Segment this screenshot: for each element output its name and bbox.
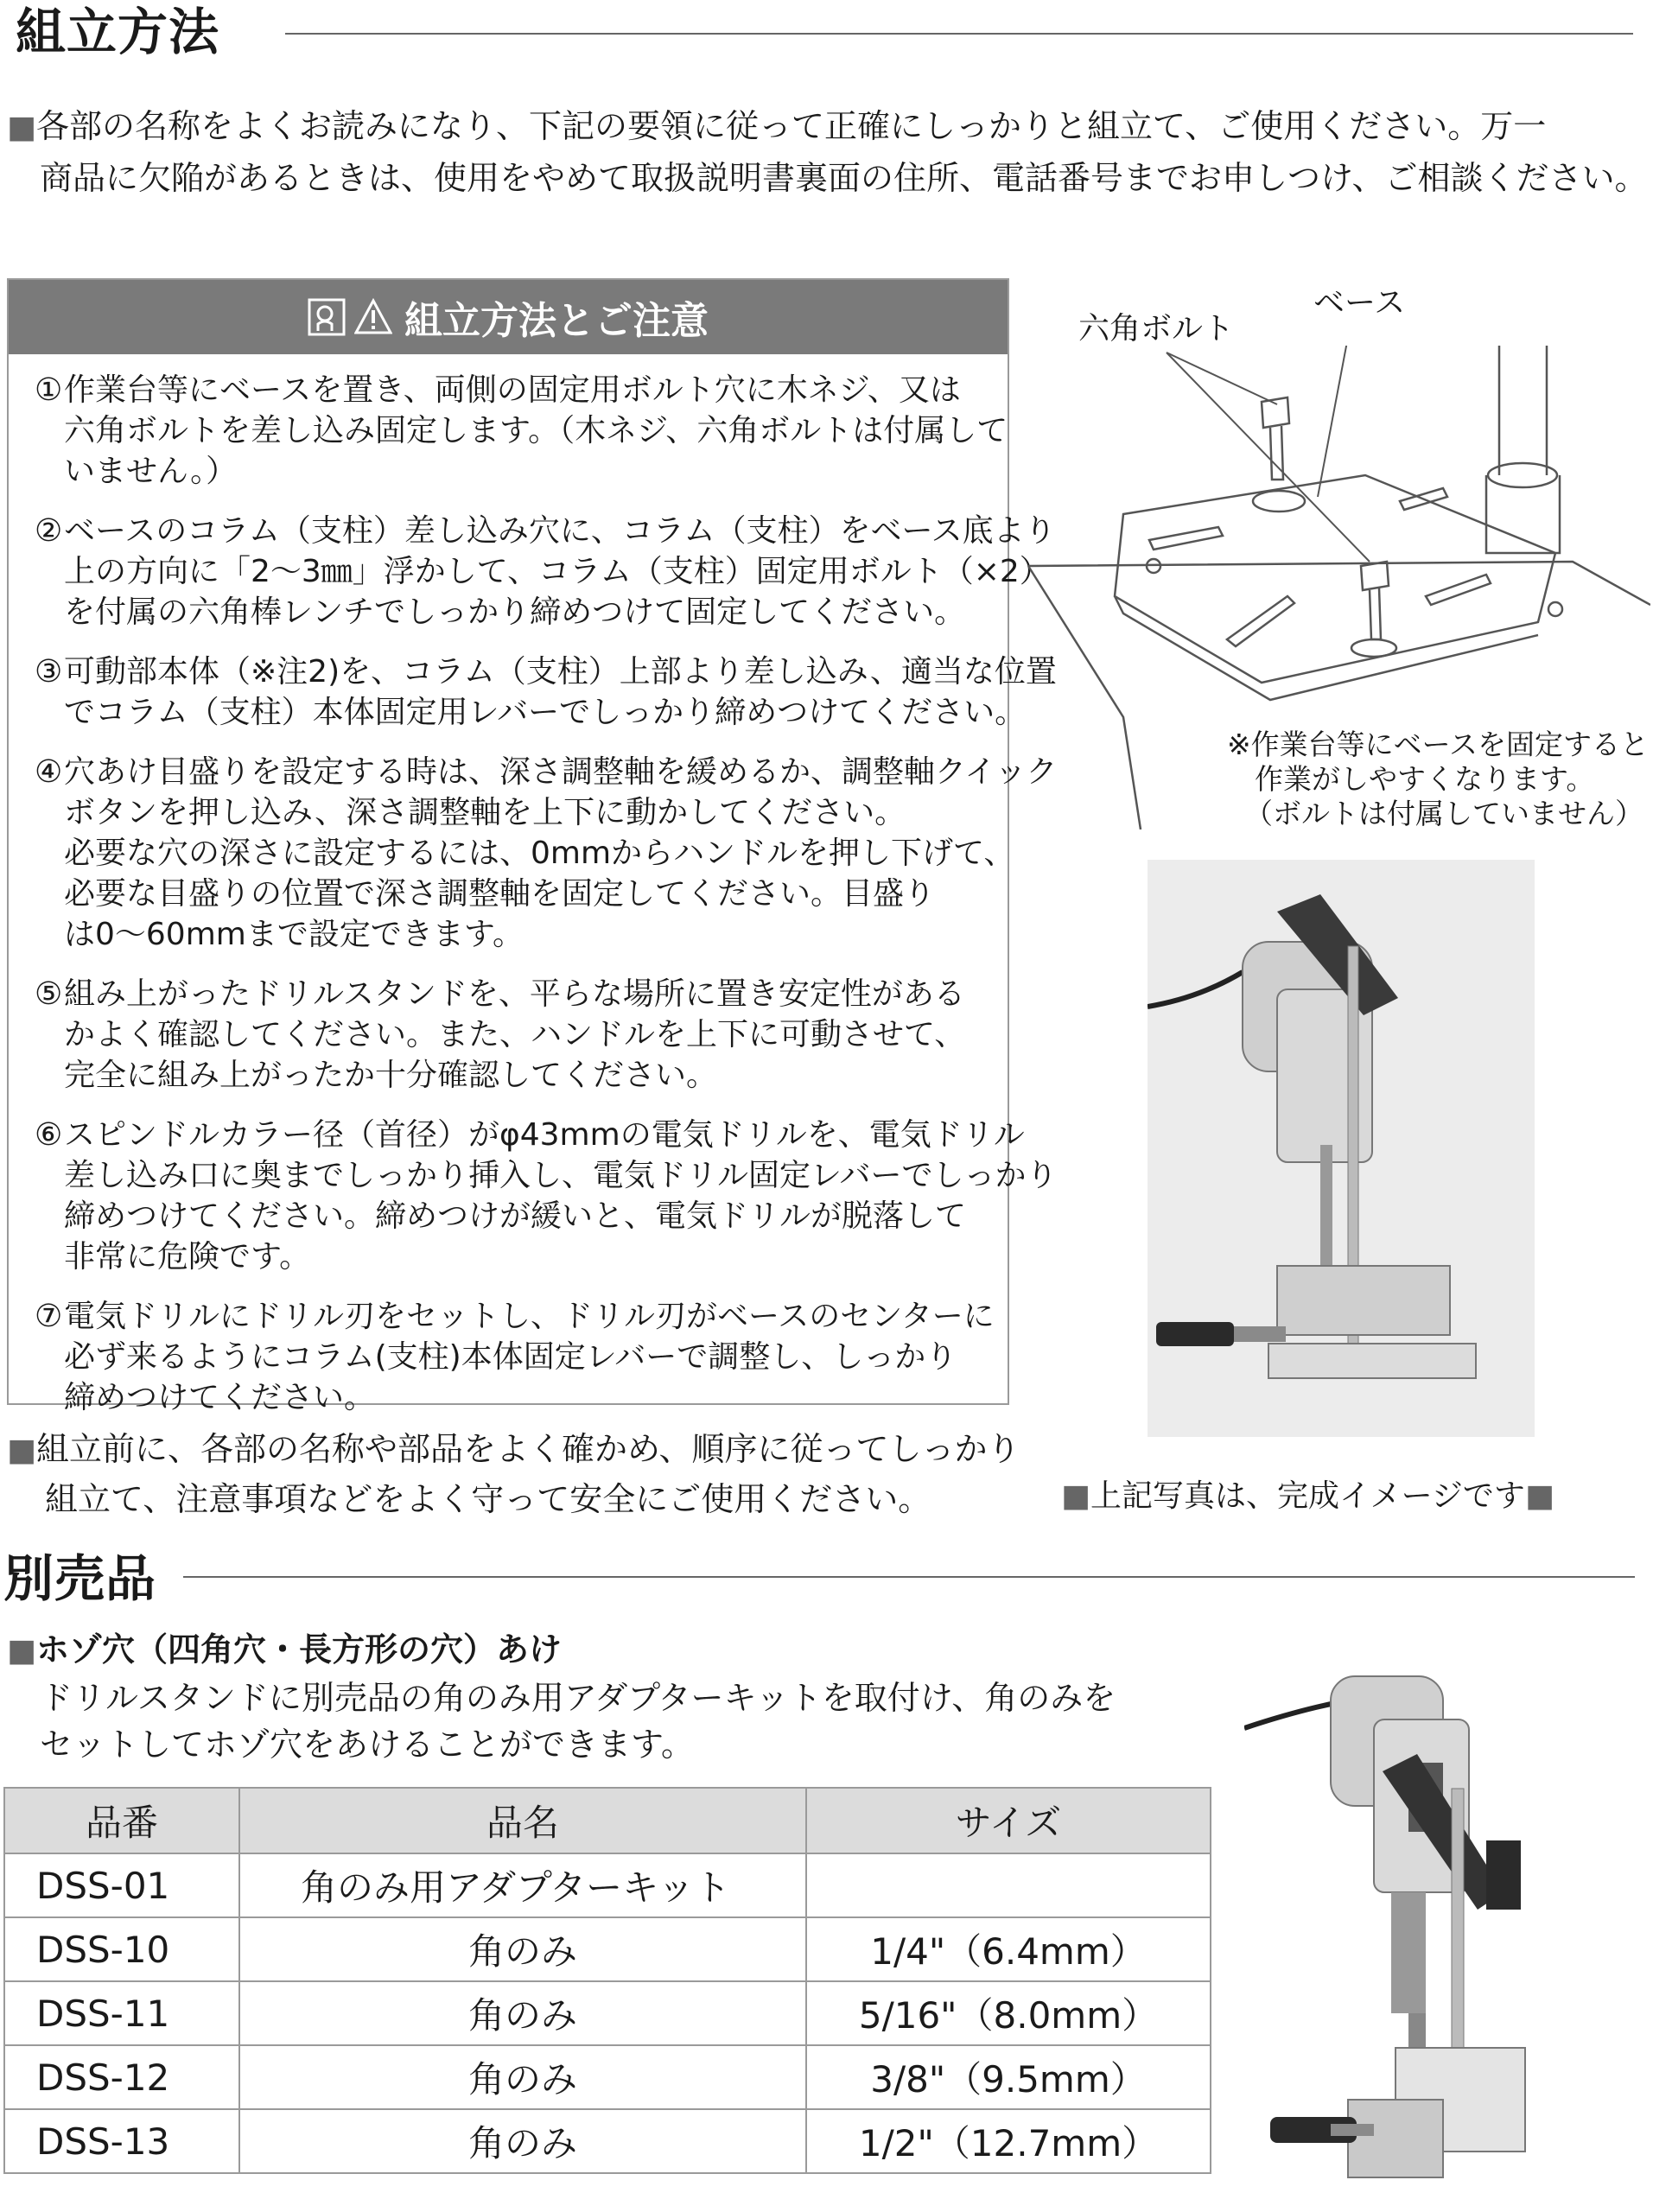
- diagram-note-3: （ボルトは付属していません）: [1244, 797, 1643, 830]
- table-row: [4, 1917, 1211, 1981]
- step-item: [35, 752, 1058, 955]
- step-line: 締めつけてください。: [64, 1380, 376, 1415]
- section-title-options: 別売品: [3, 1549, 157, 1608]
- mortise-drill-illustration: [1244, 1668, 1650, 2203]
- intro-line-1: 各部の名称をよくお読みになり、下記の要領に従って正確にしっかりと組立て、ご使用ください。万一: [36, 107, 1547, 145]
- step-item: [35, 652, 1057, 733]
- step-line: かよく確認してください。また、ハンドルを上下に可動させて、: [64, 1017, 966, 1052]
- bullet-square-icon: ■: [7, 1433, 37, 1468]
- cell-name: 角のみ用アダプターキット: [239, 1853, 806, 1917]
- bullet-square-icon: ■: [7, 1633, 37, 1669]
- step-line: スピンドルカラー径（首径）がφ43mmの電気ドリルを、電気ドリル: [64, 1117, 1025, 1153]
- step-line: 六角ボルトを差し込み固定します。（木ネジ、六角ボルトは付属して: [64, 413, 1008, 448]
- drill-stand-illustration: [1148, 860, 1535, 1437]
- step-line: ベースのコラム（支柱）差し込み穴に、コラム（支柱）をベース底より: [64, 513, 1056, 549]
- table-row: [4, 2109, 1211, 2173]
- intro-text: [7, 102, 1546, 152]
- photo-caption: [1061, 1479, 1554, 1514]
- cell-name: 角のみ: [239, 2109, 806, 2173]
- step-item: [35, 1115, 1058, 1277]
- table-row: [4, 1853, 1211, 1917]
- step-text: [64, 370, 1008, 492]
- step-line: でコラム（支柱）本体固定用レバーでしっかり締めつけてください。: [64, 695, 1027, 730]
- cell-code: DSS-11: [4, 1981, 239, 2045]
- cell-code: DSS-12: [4, 2045, 239, 2109]
- step-line: を付属の六角棒レンチでしっかり締めつけて固定してください。: [64, 594, 966, 630]
- options-table: [3, 1787, 1211, 2174]
- photo-caption-text: 上記写真は、完成イメージです: [1090, 1478, 1525, 1514]
- step-text: [64, 974, 965, 1096]
- step-number: ⑤: [35, 976, 63, 1012]
- step-number: ②: [35, 513, 63, 549]
- options-desc-1: ドリルスタンドに別売品の角のみ用アダプターキットを取付け、角のみを: [40, 1679, 1116, 1717]
- step-number: ⑥: [35, 1117, 63, 1153]
- step-line: は0～60mmまで設定できます。: [64, 917, 524, 952]
- table-header-row: [4, 1788, 1211, 1853]
- table-row: [4, 1981, 1211, 2045]
- step-item: [35, 511, 1056, 632]
- diagram-note-2: 作業がしやすくなります。: [1255, 762, 1595, 796]
- warning-triangle-icon: [354, 298, 392, 336]
- step-line: 組み上がったドリルスタンドを、平らな場所に置き安定性がある: [64, 976, 965, 1012]
- section-title-assembly: 組立方法: [16, 3, 220, 61]
- bullet-square-icon: ■: [7, 110, 37, 145]
- step-list: [9, 354, 1058, 1418]
- col-header-code: 品番: [4, 1788, 239, 1853]
- workbench-edge: [1028, 562, 1650, 605]
- caution-box: [7, 278, 1058, 1415]
- step-number: ③: [35, 654, 63, 690]
- cell-size: 3/8"（9.5mm）: [806, 2045, 1211, 2109]
- cell-size: 1/4"（6.4mm）: [806, 1917, 1211, 1981]
- assembly-note-line-1: 組立前に、各部の名称や部品をよく確かめ、順序に従ってしっかり: [36, 1430, 1020, 1468]
- label-base: ベース: [1313, 285, 1406, 321]
- cell-code: DSS-01: [4, 1853, 239, 1917]
- step-line: 上の方向に「2～3㎜」浮かして、コラム（支柱）固定用ボルト（×2）: [64, 554, 1051, 589]
- assembly-note-line-2: 組立て、注意事項などをよく守って安全にご使用ください。: [45, 1480, 931, 1518]
- col-header-name: 品名: [239, 1788, 806, 1853]
- read-manual-icon: [308, 298, 346, 336]
- cell-size: 5/16"（8.0mm）: [806, 1981, 1211, 2045]
- drill-stand-photo: [1148, 860, 1535, 1437]
- step-number: ⑦: [35, 1299, 63, 1334]
- col-header-size: サイズ: [806, 1788, 1211, 1853]
- step-line: 必ず来るようにコラム(支柱)本体固定レバーで調整し、しっかり: [64, 1339, 957, 1375]
- options-desc-2: セットしてホゾ穴をあけることができます。: [40, 1726, 694, 1764]
- step-line: 完全に組み上がったか十分確認してください。: [64, 1058, 718, 1093]
- cell-name: 角のみ: [239, 1917, 806, 1981]
- step-line: 必要な目盛りの位置で深さ調整軸を固定してください。目盛り: [64, 876, 936, 912]
- cell-name: 角のみ: [239, 2045, 806, 2109]
- cell-size: [806, 1853, 1211, 1917]
- cell-name: 角のみ: [239, 1981, 806, 2045]
- step-line: ボタンを押し込み、深さ調整軸を上下に動かしてください。: [64, 795, 906, 830]
- step-line: 締めつけてください。締めつけが緩いと、電気ドリルが脱落して: [64, 1198, 967, 1234]
- title-rule-2: [183, 1576, 1635, 1578]
- step-number: ④: [35, 754, 63, 790]
- workbench-front: [1028, 566, 1141, 830]
- assembly-note: [7, 1424, 1020, 1476]
- caution-icons: [308, 298, 392, 336]
- cell-code: DSS-10: [4, 1917, 239, 1981]
- options-subtitle: [7, 1623, 562, 1670]
- step-line: 作業台等にベースを置き、両側の固定用ボルト穴に木ネジ、又は: [64, 372, 961, 408]
- diagram-note-1: ※作業台等にベースを固定すると: [1227, 728, 1650, 761]
- options-subtitle-text: ホゾ穴（四角穴・長方形の穴）あけ: [36, 1630, 563, 1669]
- step-line: いません。）: [64, 454, 238, 489]
- step-item: [35, 974, 1008, 1096]
- table-row: [4, 2045, 1211, 2109]
- step-line: 穴あけ目盛りを設定する時は、深さ調整軸を緩めるか、調整軸クイック: [64, 754, 1058, 790]
- caution-box-title: 組立方法とご注意: [404, 299, 709, 343]
- intro-line-2: 商品に欠陥があるときは、使用をやめて取扱説明書裏面の住所、電話番号までお申しつけ、ご相談ください。: [40, 159, 1648, 197]
- step-text: [64, 652, 1057, 733]
- step-line: 必要な穴の深さに設定するには、0mmからハンドルを押し下げて、: [64, 836, 1015, 871]
- step-text: [64, 511, 1056, 632]
- step-text: [64, 752, 1057, 955]
- title-rule: [285, 33, 1633, 35]
- step-line: 可動部本体（※注2)を、コラム（支柱）上部より差し込み、適当な位置: [64, 654, 1057, 690]
- bullet-square-icon: ■: [1524, 1478, 1554, 1514]
- mortise-setup-photo: [1244, 1668, 1650, 2203]
- step-item: [35, 370, 1008, 492]
- step-line: 非常に危険です。: [64, 1239, 311, 1274]
- step-item: [35, 1296, 1008, 1418]
- label-hex-bolt: 六角ボルト: [1078, 311, 1235, 346]
- step-number: ①: [35, 372, 63, 408]
- step-line: 差し込み口に奥までしっかり挿入し、電気ドリル固定レバーでしっかり: [64, 1158, 1058, 1193]
- cell-size: 1/2"（12.7mm）: [806, 2109, 1211, 2173]
- cell-code: DSS-13: [4, 2109, 239, 2173]
- step-text: [64, 1115, 1057, 1277]
- caution-box-header: [9, 280, 1008, 354]
- step-text: [64, 1296, 995, 1418]
- bullet-square-icon: ■: [1061, 1478, 1091, 1514]
- step-line: 電気ドリルにドリル刃をセットし、ドリル刃がベースのセンターに: [64, 1299, 995, 1334]
